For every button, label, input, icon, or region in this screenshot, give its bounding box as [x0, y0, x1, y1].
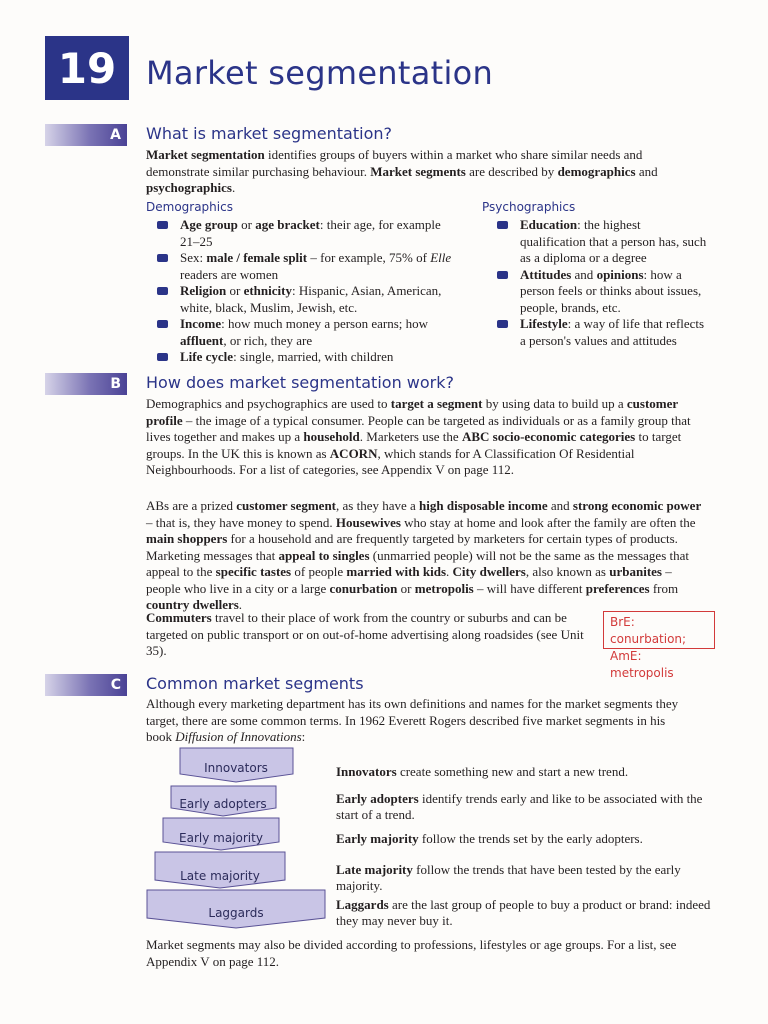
list-item-run: : the highest qualification that a person has, such as a diploma or a degree [520, 217, 707, 265]
unit-title: Market segmentation [146, 54, 494, 92]
psychographics-list [496, 217, 708, 349]
note-line-2: AmE: metropolis [610, 649, 674, 680]
section-b-paragraph-2-run: appeal to singles [278, 547, 370, 563]
section-b-paragraph-2-run: Housewives [335, 514, 401, 530]
list-item [156, 283, 456, 316]
section-b-paragraph-2-run: and [547, 498, 573, 513]
bullet-square-icon [157, 287, 168, 295]
section-c-heading: Common market segments [146, 674, 364, 693]
list-item-run: male / female split [206, 250, 308, 265]
segment-desc-laggards-run: are the last group of people to buy a product or brand: indeed they may never buy it. [336, 897, 711, 928]
section-b-paragraph-2-run: , as they have a [336, 498, 420, 513]
section-b-paragraph-2-run: main shoppers [146, 531, 228, 546]
section-b-paragraph-1-run: target a segment [390, 396, 483, 411]
section-c-tab: C [45, 674, 127, 696]
section-b-paragraph-1-run: by using data to build up a [482, 396, 627, 411]
section-a-tab: A [45, 124, 127, 146]
pyramid-label-late-majority: Late majority [180, 869, 260, 883]
list-item-run: or [237, 217, 256, 232]
pyramid-label-innovators: Innovators [204, 761, 268, 775]
segment-desc-early-adopters-run: Early adopters [336, 791, 419, 806]
segment-desc-late-majority [336, 862, 726, 894]
section-b-paragraph-1-run: , which stands for A Classification Of Residential Neighbourhoods. For a list of categories, see Appendix V on page 112. [146, 445, 635, 477]
section-b-paragraph-2-run: , also known as [525, 564, 610, 579]
bullet-square-icon [497, 221, 508, 229]
list-item-run: and [571, 266, 597, 282]
bullet-square-icon [157, 221, 168, 229]
list-item-run: Religion [180, 283, 227, 298]
section-b-paragraph-2-run: high disposable income [419, 498, 548, 513]
bullet-square-icon [157, 353, 168, 361]
section-b-paragraph-2-run: strong economic power [572, 498, 702, 513]
section-b-paragraph-2-run: or [397, 580, 415, 596]
list-item-run: readers are women [180, 266, 279, 282]
section-b-paragraph-1 [146, 396, 702, 479]
list-item [156, 316, 456, 349]
pyramid-label-early-adopters: Early adopters [179, 797, 267, 811]
list-item [496, 316, 708, 349]
section-a-intro-run: demographics [557, 163, 636, 179]
segment-desc-early-majority-run: Early majority [336, 831, 419, 846]
segment-pyramid [145, 746, 335, 936]
section-c-intro [146, 696, 686, 746]
language-note [603, 611, 715, 680]
segment-desc-early-adopters-run: identify trends early and like to be associated with the start of a trend. [336, 791, 703, 822]
list-item-run: Elle [430, 250, 452, 265]
list-item-run: – for example, 75% of [307, 250, 431, 265]
segment-desc-early-majority [336, 831, 726, 847]
list-item-run: : single, married, with children [233, 349, 394, 364]
section-b-paragraph-2-run: from [649, 580, 679, 596]
section-b-paragraph-2-run: conurbation [329, 580, 398, 596]
demographics-heading: Demographics [146, 200, 233, 214]
list-item-run: : their age, for example 21–25 [180, 217, 441, 249]
section-a-intro-run: are described by [465, 163, 558, 179]
list-item-run: Age group [180, 217, 238, 232]
section-b-paragraph-1-run: customer profile [146, 396, 678, 428]
segment-desc-early-adopters [336, 791, 726, 823]
segment-desc-innovators [336, 764, 726, 780]
section-b-paragraph-2-run: who stay at home and look after the family are often the [400, 514, 696, 530]
list-item [496, 267, 708, 317]
section-b-paragraph-2-run: specific tastes [215, 564, 292, 579]
section-a-intro-run: Market segments [370, 163, 466, 179]
section-a-heading: What is market segmentation? [146, 124, 392, 143]
section-b-paragraph-1-run: ACORN [329, 445, 378, 461]
bullet-square-icon [497, 271, 508, 279]
section-b-paragraph-2-run: preferences [585, 580, 650, 596]
section-b-paragraph-1-run: ABC socio-economic categories [461, 429, 636, 444]
list-item [496, 217, 708, 267]
section-b-paragraph-2-run: ABs are a prized [146, 498, 237, 513]
section-b-paragraph-2-run: . [238, 597, 243, 612]
list-item-run: ethnicity [243, 283, 292, 298]
section-a-intro-run: identifies groups of buyers within a market who share similar needs and demonstrate similar purchasing behaviour. [146, 147, 643, 179]
segment-desc-early-majority-run: follow the trends set by the early adopters. [418, 831, 643, 846]
section-b-paragraph-3 [146, 610, 586, 660]
bullet-square-icon [157, 254, 168, 262]
list-item [156, 349, 456, 366]
list-item-run: Lifestyle [520, 316, 568, 331]
section-b-paragraph-2-run: metropolis [414, 580, 474, 596]
segment-desc-laggards [336, 897, 726, 929]
list-item [156, 250, 456, 283]
section-b-paragraph-2-run: . [446, 564, 453, 579]
section-b-paragraph-1-run: to target groups. In the UK this is known as [146, 429, 682, 461]
section-b-paragraph-2-run: urbanites [609, 564, 662, 579]
segment-desc-innovators-run: Innovators [336, 764, 397, 779]
section-a-intro-run: and [635, 163, 658, 179]
segment-desc-innovators-run: create something new and start a new trend. [396, 764, 629, 779]
list-item-run: : how much money a person earns; how [221, 316, 429, 331]
section-b-paragraph-2-run: for a household and are frequently targeted by marketers for certain types of products. Marketing messages that [146, 531, 678, 563]
section-c-intro-run: Although every marketing department has its own definitions and names for the market segments they target, there are some common terms. In 1962 Everett Rogers described five market segments in his book [146, 696, 679, 744]
section-a-intro [146, 147, 706, 197]
section-b-paragraph-2 [146, 498, 702, 614]
section-b-heading: How does market segmentation work? [146, 373, 454, 392]
psychographics-heading: Psychographics [482, 200, 576, 214]
section-b-paragraph-3-run: Commuters [146, 610, 212, 625]
section-a-intro-run: Market segmentation [146, 147, 265, 162]
list-item-run: : how a person feels or thinks about issues, people, brands, etc. [520, 266, 702, 315]
segment-desc-laggards-run: Laggards [336, 897, 389, 912]
section-b-paragraph-2-run: (unmarried people) will not be the same as the messages that appeal to the [146, 547, 689, 579]
list-item [156, 217, 456, 250]
section-b-paragraph-3-run: travel to their place of work from the country or suburbs and can be targeted on public transport or on out-of-home advertising along roadsides (see Unit 35). [146, 610, 584, 658]
pyramid-label-laggards: Laggards [208, 906, 264, 920]
segment-desc-late-majority-run: Late majority [336, 862, 413, 877]
section-c-intro-run: : [301, 729, 306, 744]
section-b-paragraph-2-run: – that is, they have money to spend. [146, 514, 336, 530]
section-c-intro-run: Diffusion of Innovations [175, 729, 302, 744]
note-line-1: BrE: conurbation; [610, 615, 687, 646]
section-a-intro-run: psychographics [146, 180, 232, 195]
section-b-paragraph-2-run: – will have different [473, 580, 586, 596]
section-b-paragraph-2-run: customer segment [236, 498, 337, 513]
section-b-paragraph-1-run: – the image of a typical consumer. People can be targeted as individuals or as a family group that lives together and makes up a [146, 412, 691, 444]
list-item-run: affluent [180, 332, 224, 348]
section-b-paragraph-1-run: . Marketers use the [359, 429, 462, 444]
section-b-paragraph-2-run: of people [291, 564, 347, 579]
section-b-paragraph-1-run: Demographics and psychographics are used to [146, 396, 391, 411]
list-item-run: Attitudes [520, 266, 572, 282]
demographics-list [156, 217, 456, 366]
section-b-paragraph-2-run: country dwellers [146, 597, 239, 612]
section-b-paragraph-2-run: City dwellers [452, 564, 526, 579]
section-b-paragraph-2-run: – people who live in a city or a large [146, 564, 672, 596]
list-item-run: , or rich, they are [223, 332, 313, 348]
pyramid-label-early-majority: Early majority [179, 831, 263, 845]
list-item-run: opinions [596, 266, 644, 282]
bullet-square-icon [157, 320, 168, 328]
list-item-run: or [226, 283, 244, 298]
section-c-footer: Market segments may also be divided according to professions, lifestyles or age groups. For a list, see Appendix V on page 112. [146, 937, 677, 969]
list-item-run: Income [180, 316, 222, 331]
list-item-run: Education [520, 217, 578, 232]
list-item-run: : a way of life that reflects a person's values and attitudes [520, 316, 705, 348]
list-item-run: Life cycle [180, 349, 234, 364]
list-item-run: Sex: [180, 250, 207, 265]
section-b-paragraph-2-run: married with kids [346, 564, 447, 579]
bullet-square-icon [497, 320, 508, 328]
unit-number: 19 [45, 36, 129, 100]
section-b-paragraph-1-run: household [303, 429, 360, 444]
segment-desc-late-majority-run: follow the trends that have been tested by the early majority. [336, 862, 681, 893]
section-b-tab: B [45, 373, 127, 395]
list-item-run: age bracket [255, 217, 320, 232]
list-item-run: : Hispanic, Asian, American, white, black, Muslim, Jewish, etc. [180, 283, 442, 315]
section-a-intro-run: . [231, 180, 236, 195]
